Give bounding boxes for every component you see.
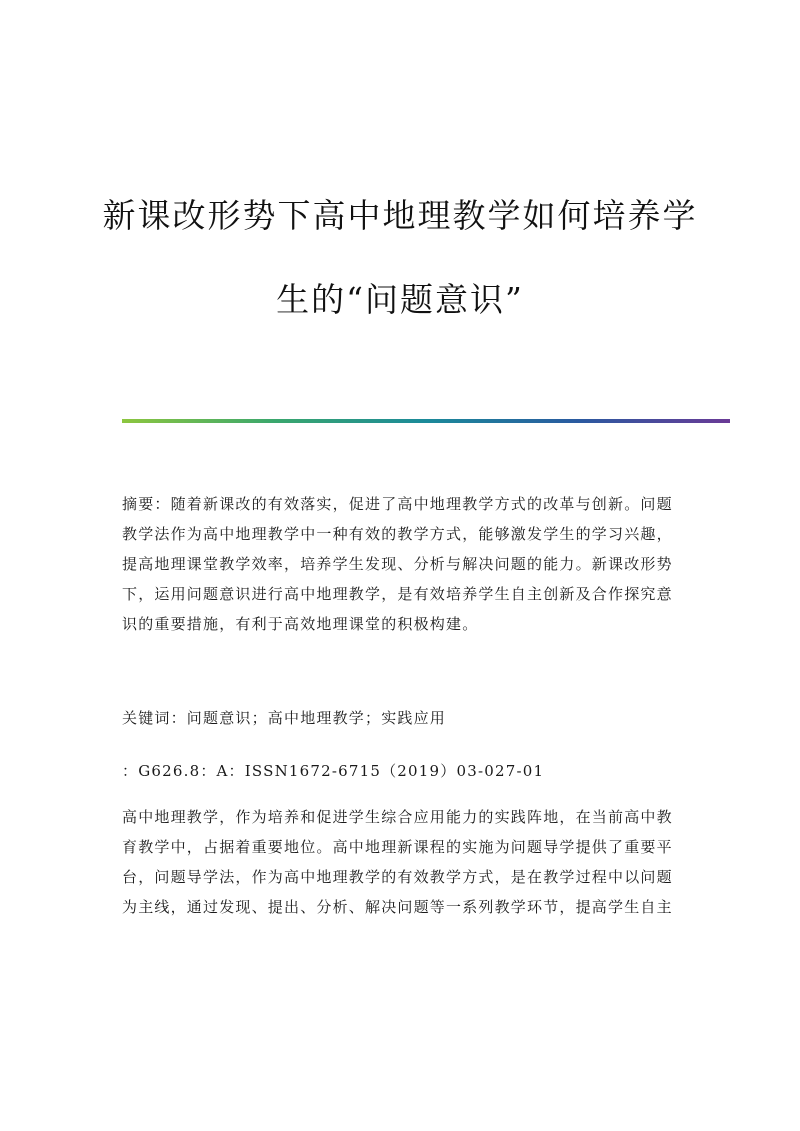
abstract-paragraph	[122, 489, 672, 639]
keywords-text: 关键词：问题意识；高中地理教学；实践应用	[122, 709, 447, 727]
abstract-line: 摘要：随着新课改的有效落实，促进了高中地理教学方式的改革与创新。问题	[122, 495, 673, 513]
classification-text: ：G626.8：A：ISSN1672-6715（2019）03-027-01	[122, 762, 545, 780]
keywords-line	[122, 703, 672, 733]
document-title-line-1: 新课改形势下高中地理教学如何培养学	[102, 196, 698, 235]
body-line: 高中地理教学，作为培养和促进学生综合应用能力的实践阵地，在当前高中教	[122, 808, 673, 826]
abstract-line: 提高地理课堂教学效率，培养学生发现、分析与解决问题的能力。新课改形势	[122, 555, 673, 573]
abstract-line: 下，运用问题意识进行高中地理教学，是有效培养学生自主创新及合作探究意	[122, 585, 673, 603]
abstract-line: 教学法作为高中地理教学中一种有效的教学方式，能够激发学生的学习兴趣，	[122, 525, 673, 543]
body-paragraph	[122, 802, 672, 922]
abstract-line: 识的重要措施，有利于高效地理课堂的积极构建。	[122, 615, 479, 633]
classification-line	[122, 756, 672, 786]
body-line: 台，问题导学法，作为高中地理教学的有效教学方式，是在教学过程中以问题	[122, 868, 673, 886]
document-title-line-2: 生的“问题意识”	[276, 280, 524, 319]
body-line: 为主线，通过发现、提出、分析、解决问题等一系列教学环节，提高学生自主	[122, 898, 673, 916]
title-divider-bar	[122, 419, 730, 423]
body-line: 育教学中，占据着重要地位。高中地理新课程的实施为问题导学提供了重要平	[122, 838, 673, 856]
